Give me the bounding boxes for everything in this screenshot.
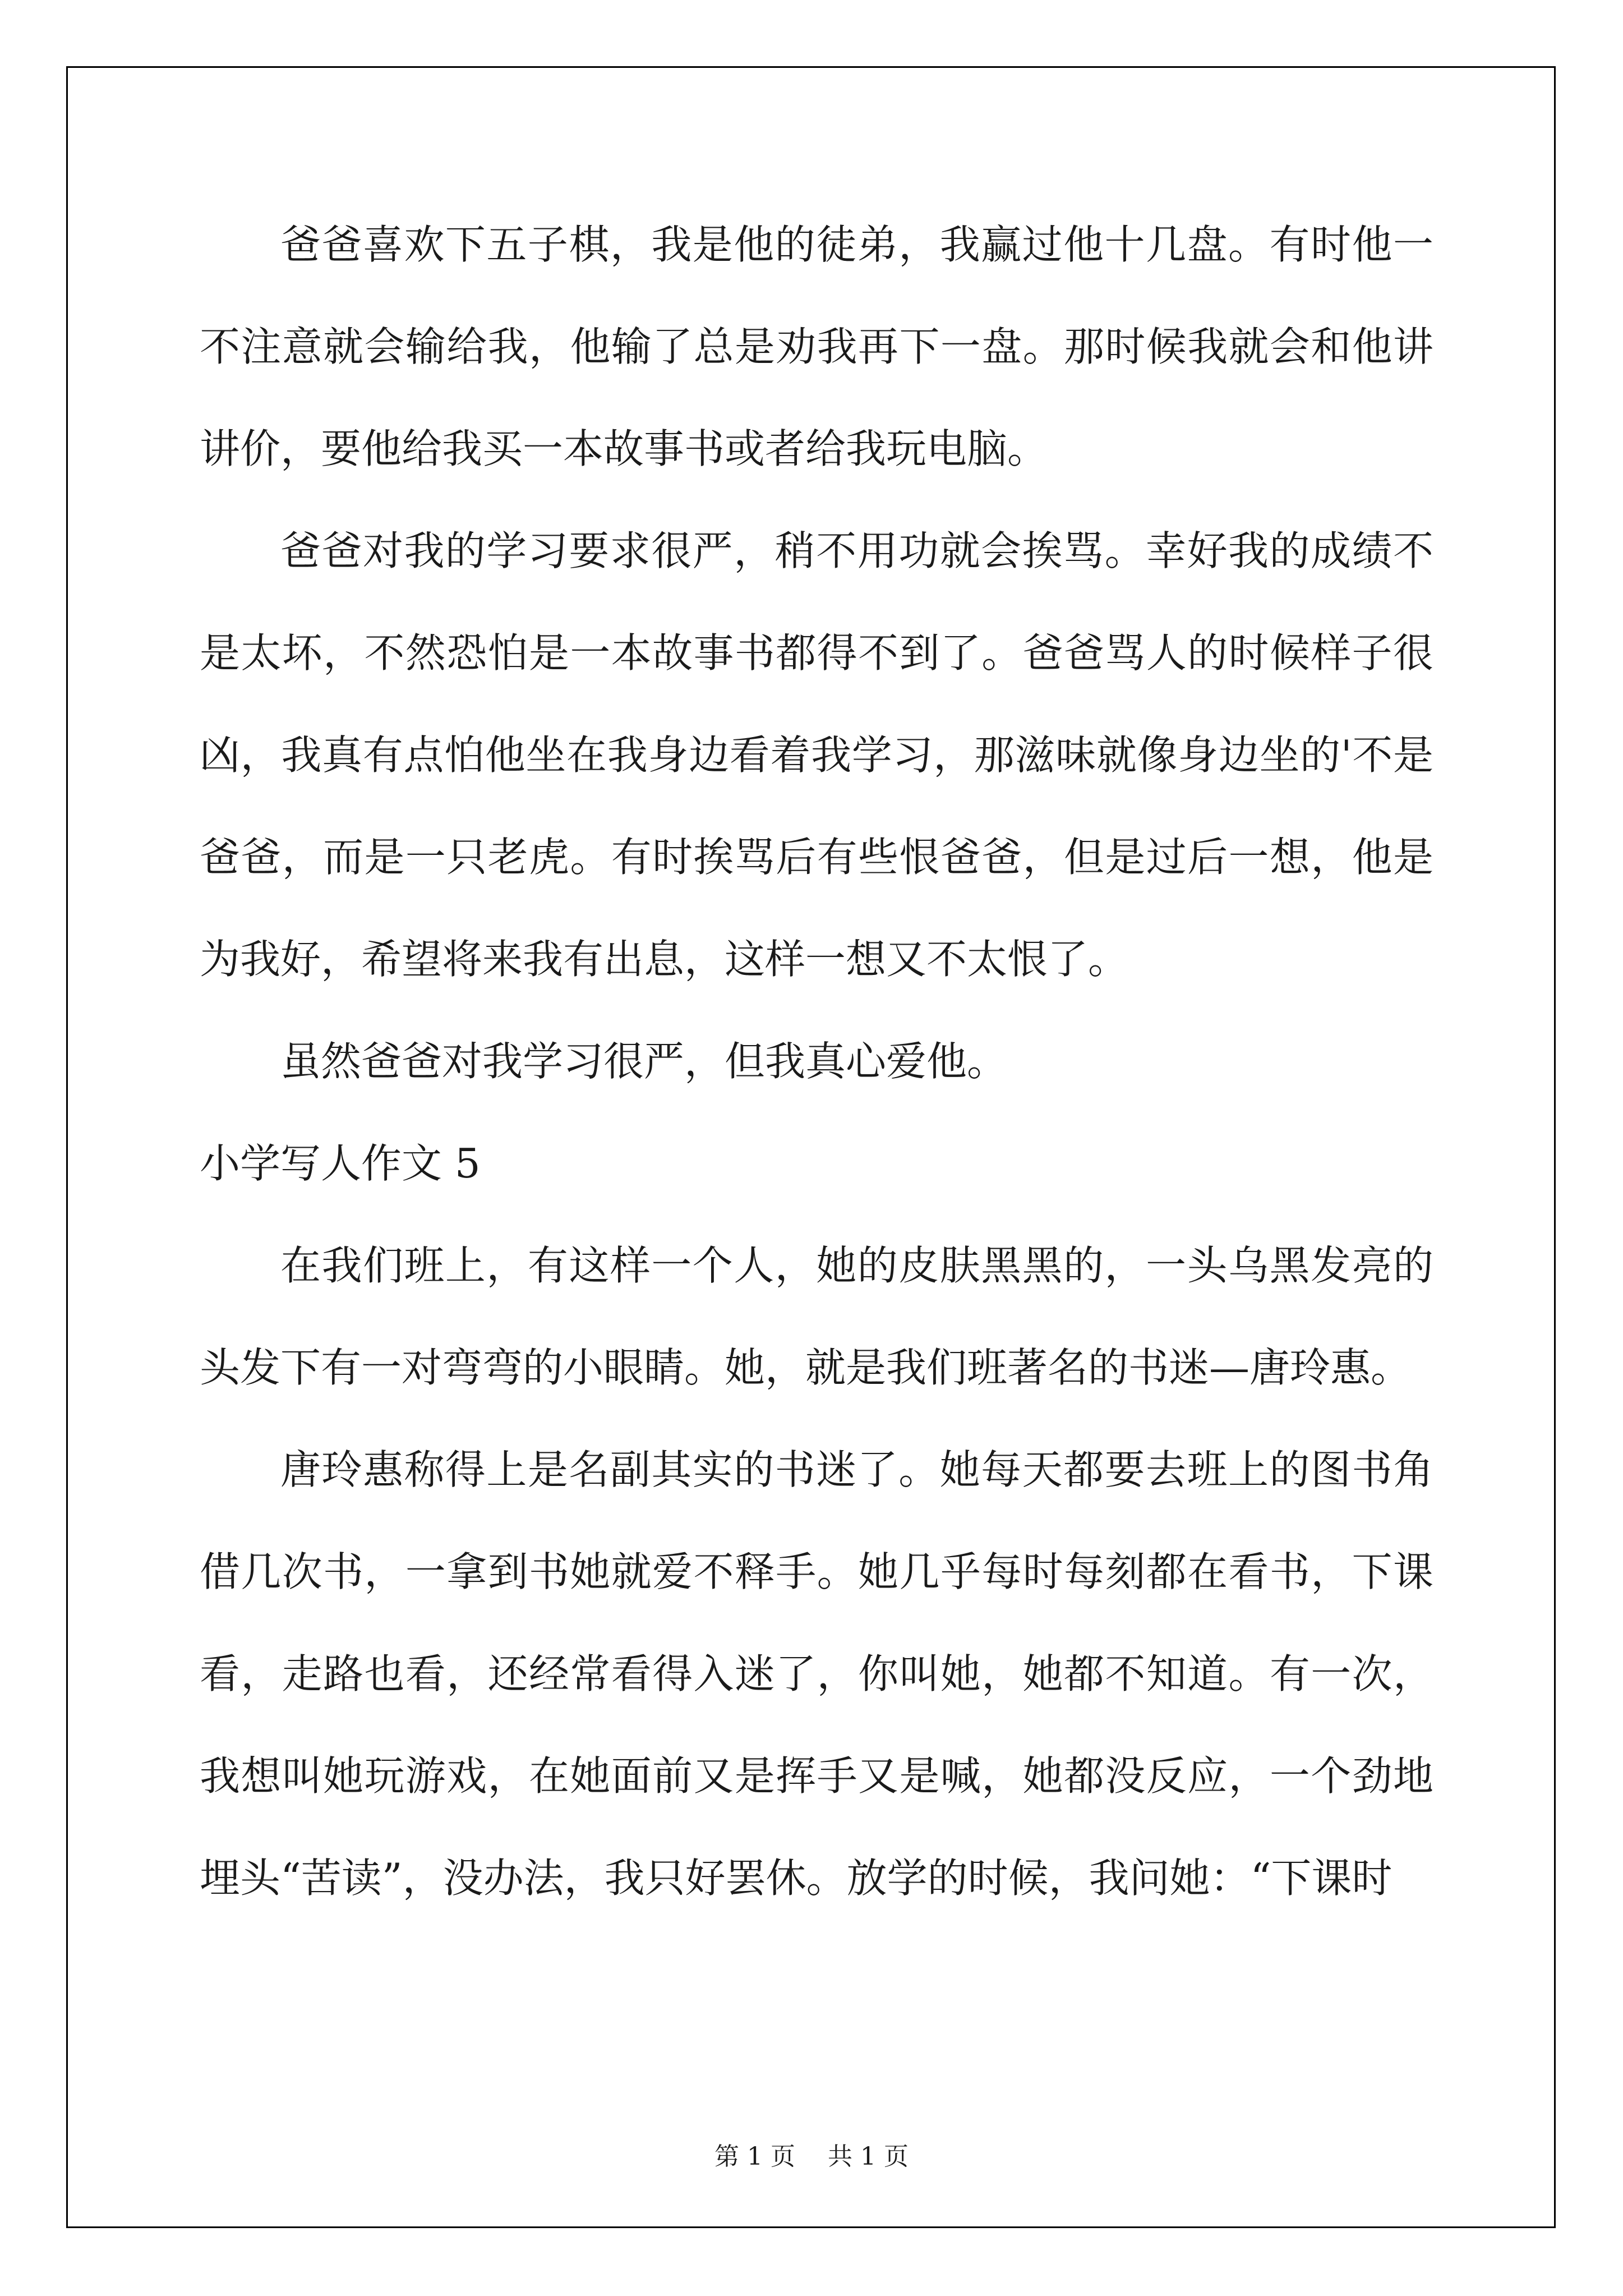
paragraph-3: 虽然爸爸对我学习很严，但我真心爱他。 [280,1038,1008,1085]
document-body [200,194,1433,1929]
paragraph-2: 爸爸对我的学习要求很严，稍不用功就会挨骂。幸好我的成绩不是太坏，不然恐怕是一本故事书都得不到了。爸爸骂人的时候样子很凶，我真有点怕他坐在我身边看着我学习，那滋味就像身边坐的'不是爸爸，而是一只老虎。有时挨骂后有些恨爸爸，但是过后一想，他是为我好，希望将来我有出息，这样一想又不太恨了。 [200,527,1433,983]
paragraph-4: 在我们班上，有这样一个人，她的皮肤黑黑的，一头乌黑发亮的头发下有一对弯弯的小眼睛。她，就是我们班著名的书迷—唐玲惠。 [200,1242,1433,1391]
paragraph-5: 唐玲惠称得上是名副其实的书迷了。她每天都要去班上的图书角借几次书，一拿到书她就爱不释手。她几乎每时每刻都在看书，下课看，走路也看，还经常看得入迷了，你叫她，她都不知道。有一次，我想叫她玩游戏，在她面前又是挥手又是喊，她都没反应，一个劲地埋头“苦读”，没办法，我只好罢休。放学的时候，我问她：“下课时 [200,1446,1433,1902]
page-total: 共 1 页 [828,2142,909,2171]
page-number: 第 1 页 [714,2142,795,2171]
paragraph-1: 爸爸喜欢下五子棋，我是他的徒弟，我赢过他十几盘。有时他一不注意就会输给我，他输了总是劝我再下一盘。那时候我就会和他讲讲价，要他给我买一本故事书或者给我玩电脑。 [200,221,1433,472]
section-heading: 小学写人作文 5 [200,1140,481,1187]
page-footer [0,2136,1623,2172]
